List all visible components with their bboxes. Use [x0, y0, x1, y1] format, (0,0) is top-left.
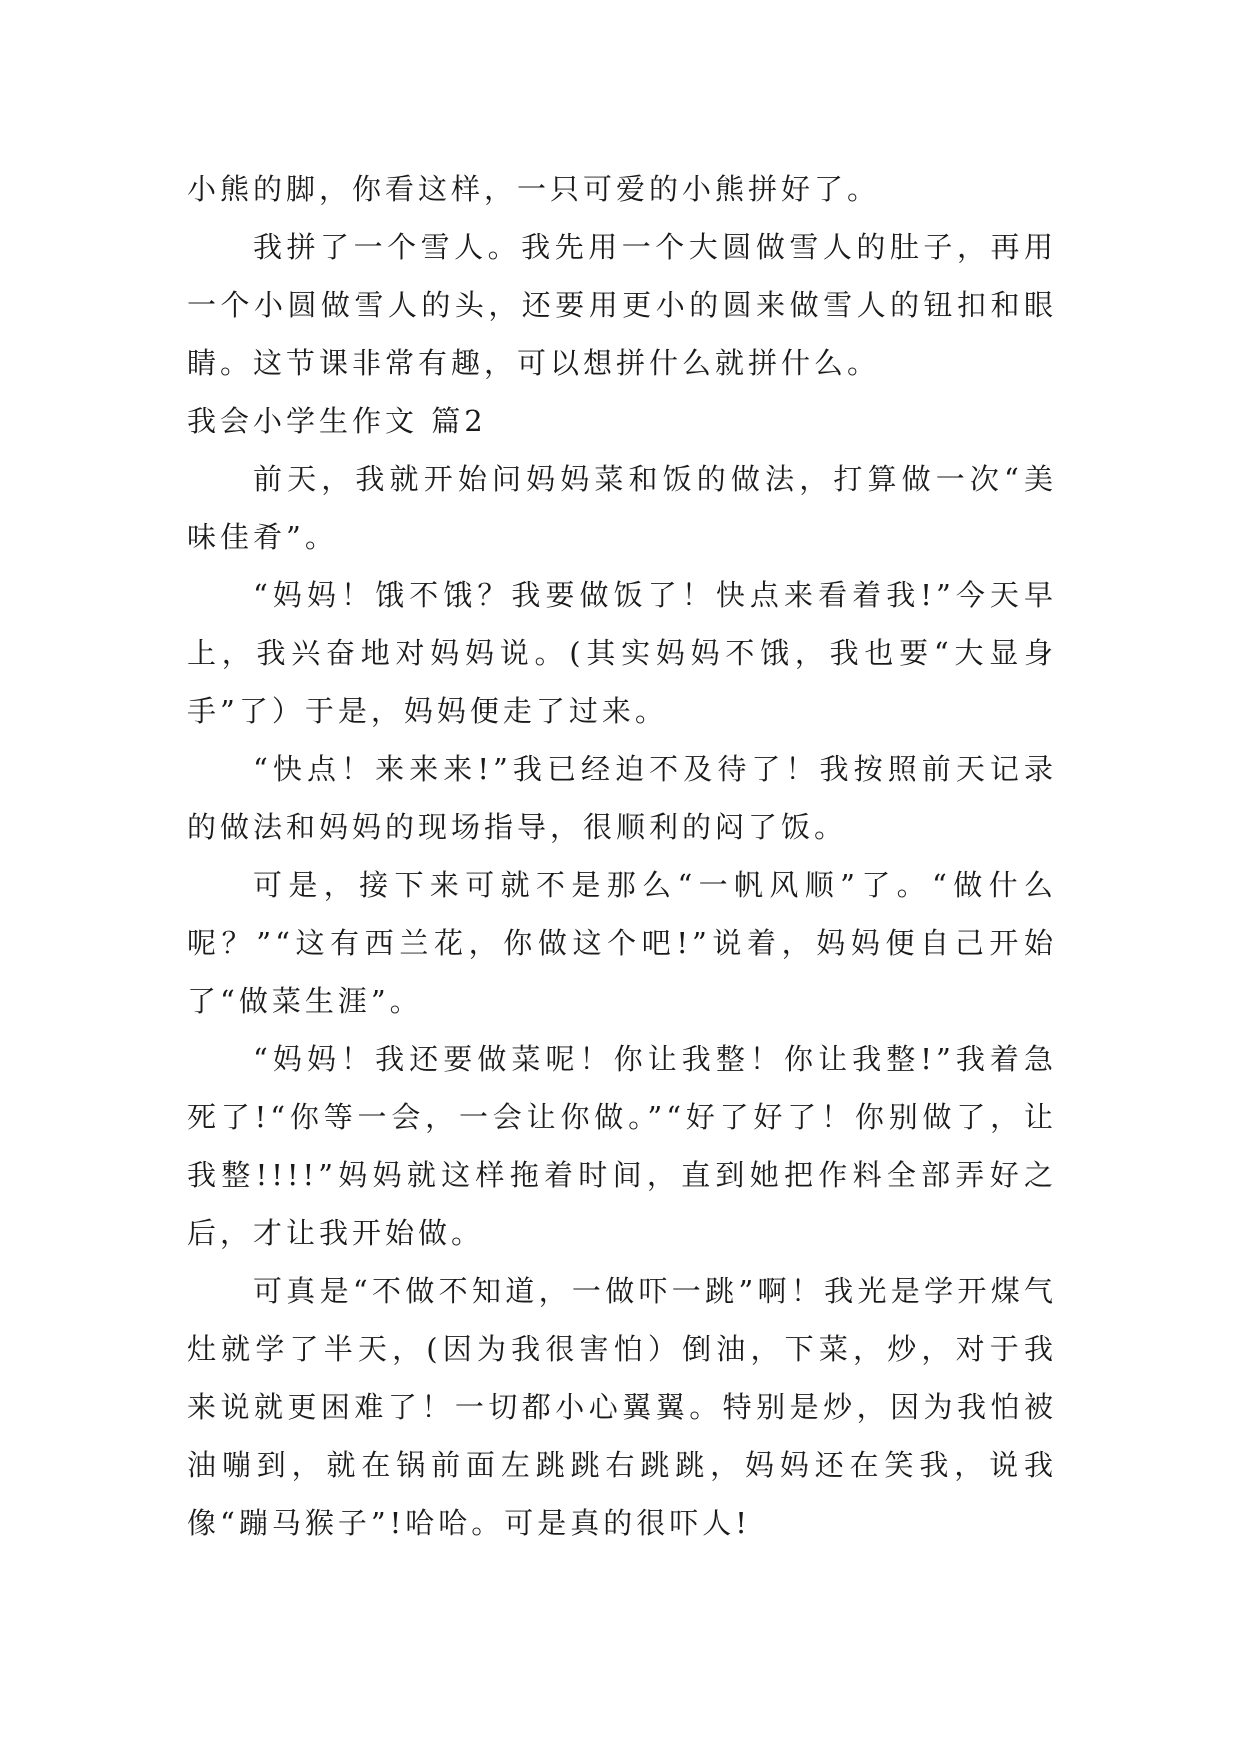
paragraph-broccoli: 可是，接下来可就不是那么“一帆风顺”了。“做什么呢？”“这有西兰花，你做这个吧!”说着，妈妈便自己开始了“做菜生涯”。 — [187, 868, 1057, 1018]
paragraph-snowman: 我拼了一个雪人。我先用一个大圆做雪人的肚子，再用一个小圆做雪人的头，还要用更小的圆来做雪人的钮扣和眼睛。这节课非常有趣，可以想拼什么就拼什么。 — [187, 230, 1057, 380]
paragraph-morning: “妈妈！饿不饿？我要做饭了！快点来看着我!”今天早上，我兴奋地对妈妈说。(其实妈妈不饿，我也要“大显身手”了）于是，妈妈便走了过来。 — [187, 578, 1057, 728]
paragraph-rice: “快点！来来来!”我已经迫不及待了！我按照前天记录的做法和妈妈的现场指导，很顺利的闷了饭。 — [187, 752, 1057, 844]
section-heading: 我会小学生作文 篇2 — [187, 404, 487, 438]
document-body — [187, 160, 1057, 1552]
paragraph-cooking: 可真是“不做不知道，一做吓一跳”啊！我光是学开煤气灶就学了半天，(因为我很害怕）倒油，下菜，炒，对于我来说就更困难了！一切都小心翼翼。特别是炒，因为我怕被油嘣到，就在锅前面左跳跳右跳跳，妈妈还在笑我，说我像“蹦马猴子”!哈哈。可是真的很吓人! — [187, 1274, 1057, 1540]
paragraph-continuation: 小熊的脚，你看这样，一只可爱的小熊拼好了。 — [187, 172, 881, 206]
paragraph-anxious: “妈妈！我还要做菜呢！你让我整！你让我整!”我着急死了!“你等一会，一会让你做。”“好了好了！你别做了，让我整!!!!”妈妈就这样拖着时间，直到她把作料全部弄好之后，才让我开始做。 — [187, 1042, 1057, 1250]
paragraph-day-before: 前天，我就开始问妈妈菜和饭的做法，打算做一次“美味佳肴”。 — [187, 462, 1057, 554]
